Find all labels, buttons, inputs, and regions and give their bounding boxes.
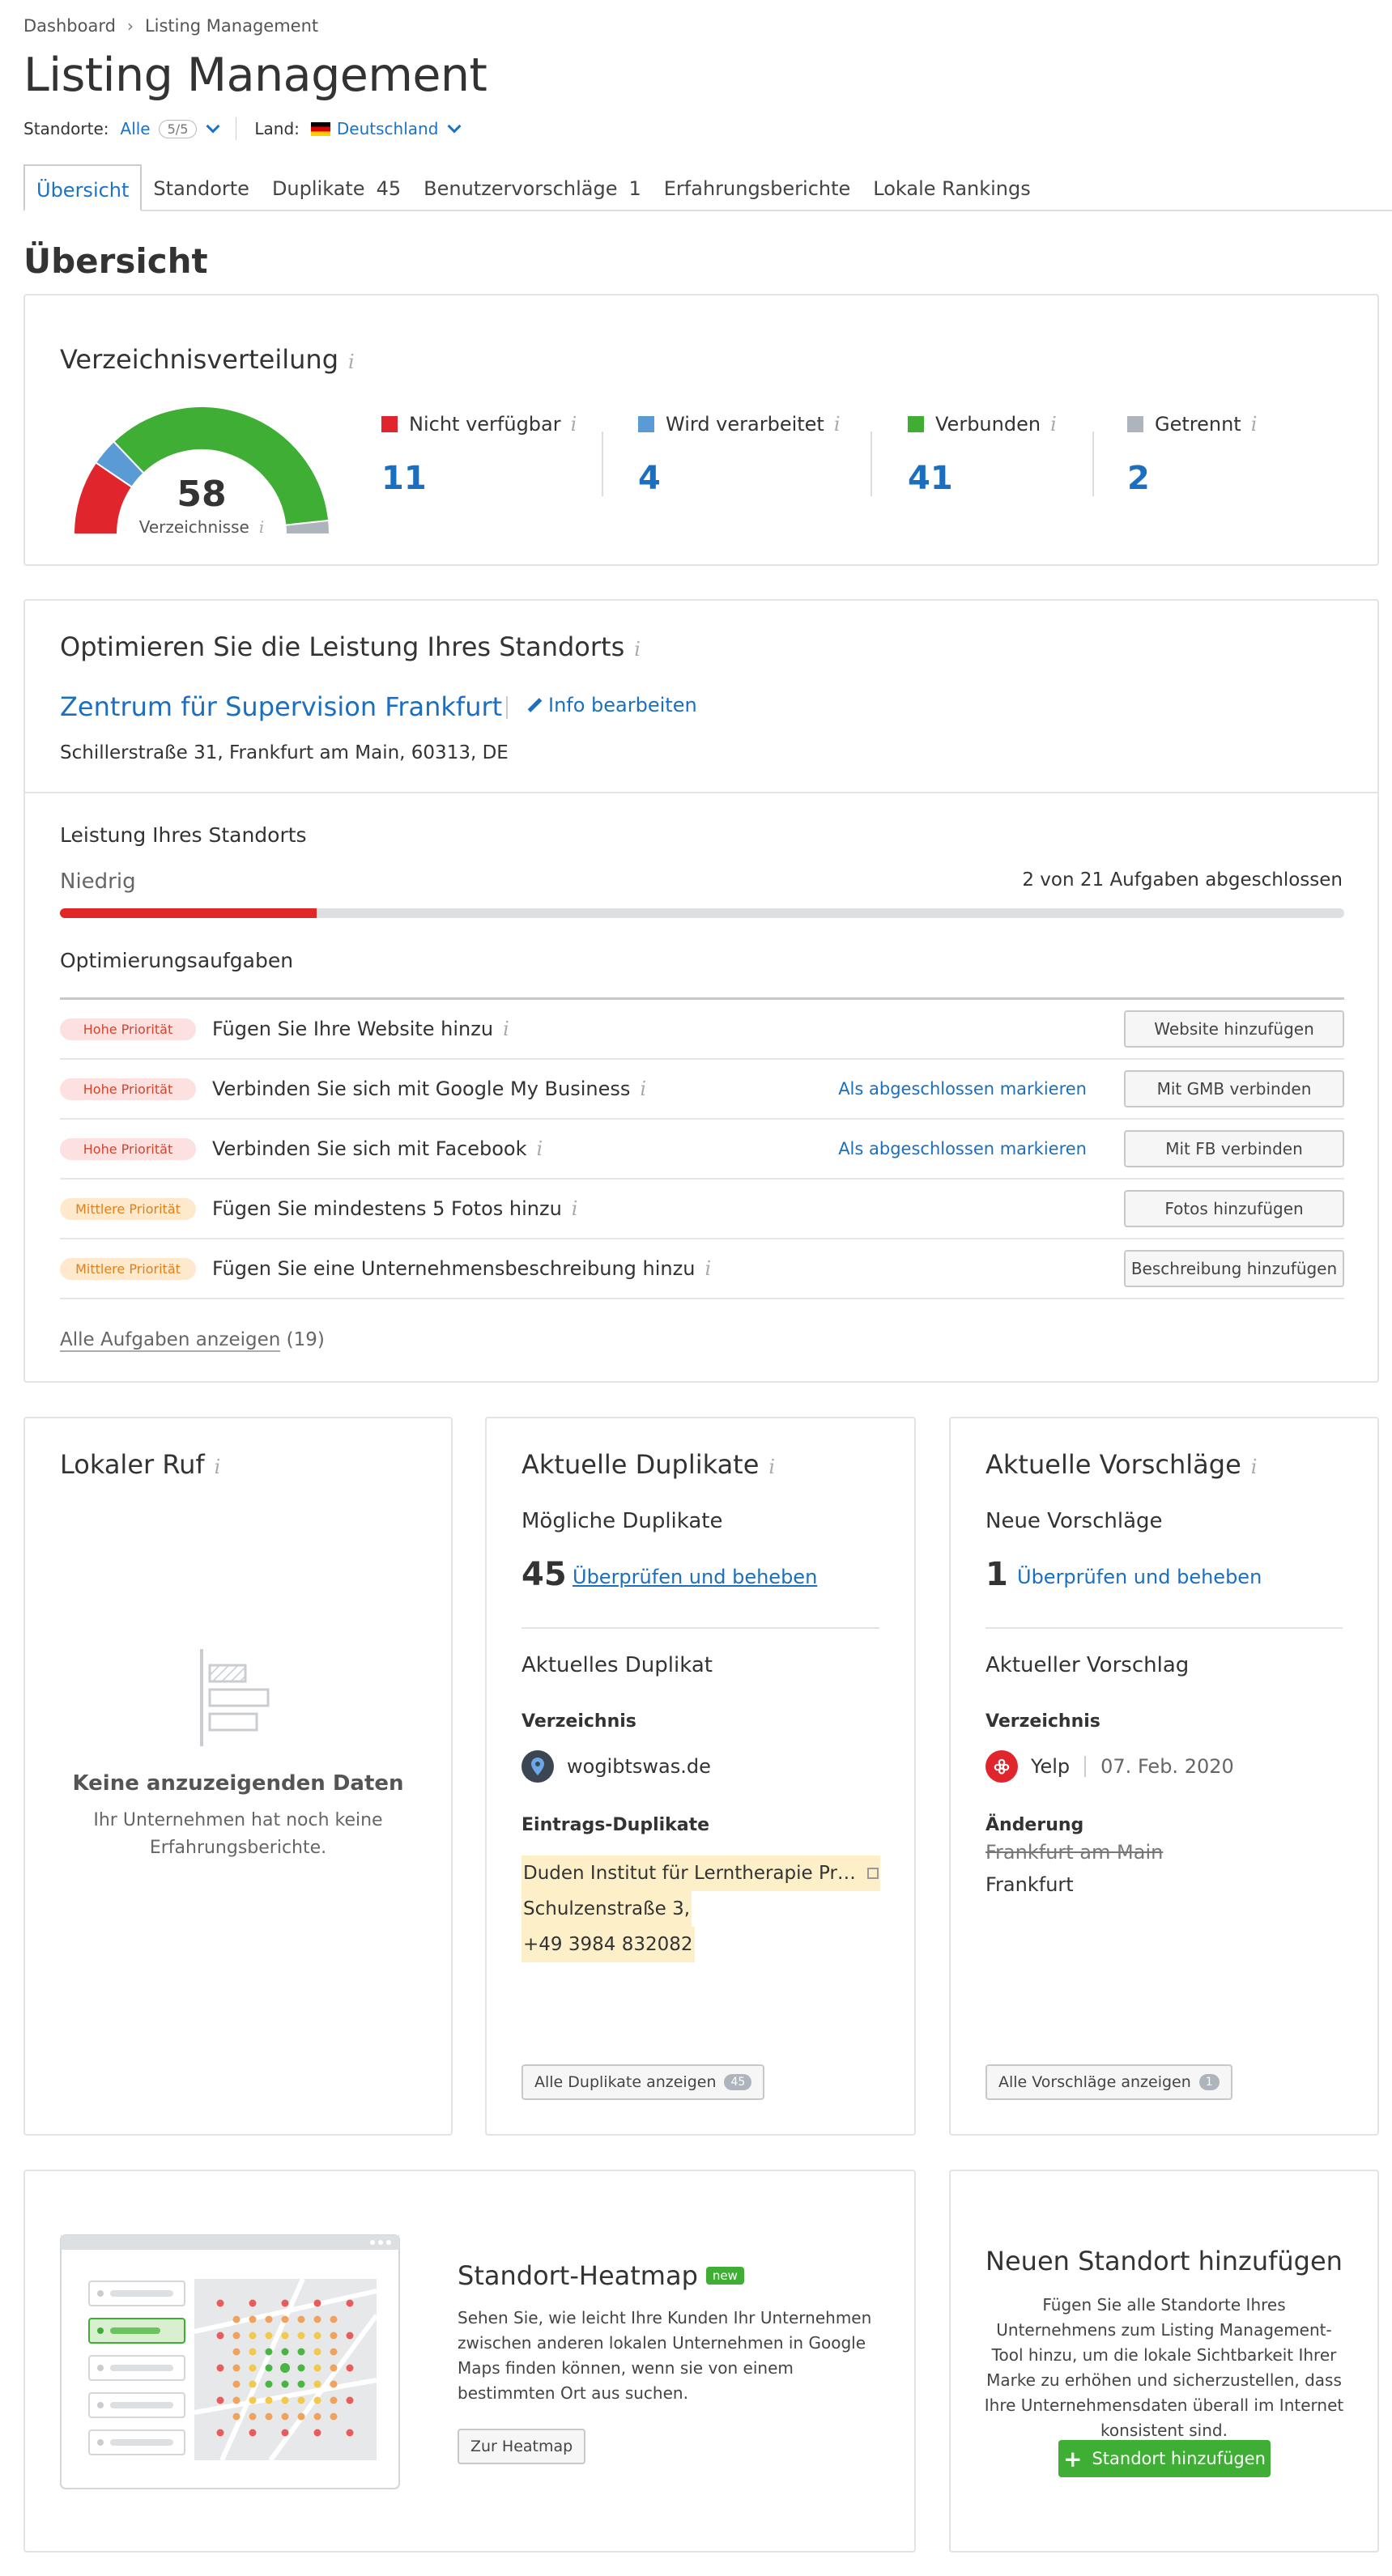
distribution-gauge bbox=[60, 393, 343, 538]
page-title: Listing Management bbox=[23, 49, 487, 102]
info-icon[interactable]: i bbox=[833, 413, 841, 436]
heatmap-dot bbox=[330, 2349, 338, 2356]
heatmap-dot bbox=[314, 2381, 321, 2388]
heatmap-title bbox=[458, 2260, 744, 2291]
show-all-tasks-label: Alle Aufgaben anzeigen bbox=[60, 1329, 281, 1350]
heatmap-dot bbox=[282, 2397, 289, 2404]
locations-count-badge: 5/5 bbox=[159, 120, 198, 138]
priority-badge: Mittlere Priorität bbox=[60, 1258, 196, 1280]
map-pin-icon bbox=[521, 1750, 554, 1783]
heatmap-dot bbox=[217, 2300, 224, 2307]
processing-color-swatch bbox=[638, 416, 654, 432]
heatmap-dot bbox=[314, 2397, 321, 2404]
stat-disconnected bbox=[1127, 413, 1257, 498]
heatmap-dot bbox=[249, 2332, 257, 2340]
card-title bbox=[521, 1449, 775, 1480]
stat-divider bbox=[871, 431, 872, 496]
edit-info-label: Info bearbeiten bbox=[548, 694, 697, 716]
divider bbox=[985, 1627, 1343, 1629]
heatmap-dot bbox=[347, 2300, 354, 2307]
heatmap-dot bbox=[249, 2429, 257, 2437]
heatmap-dot bbox=[233, 2397, 241, 2404]
show-all-tasks-count: (19) bbox=[286, 1329, 325, 1350]
tab-label: Lokale Rankings bbox=[873, 177, 1031, 200]
card-title-text: Aktuelle Vorschläge bbox=[985, 1449, 1241, 1480]
tab-local-rankings[interactable] bbox=[862, 164, 1041, 211]
info-icon[interactable]: i bbox=[214, 1456, 221, 1478]
pencil-icon bbox=[527, 698, 542, 712]
add-location-description: Fügen Sie alle Standorte Ihres Unternehmens zum Listing Management-Tool hinzu, um die lokale Sichtbarkeit Ihrer Marke zu erhöhen und sicherzustellen, dass Ihre Unternehmensdaten überall im Internet konsistent sind. bbox=[984, 2295, 1344, 2440]
mark-complete-link[interactable]: Als abgeschlossen markieren bbox=[838, 1079, 1087, 1099]
stat-value[interactable]: 4 bbox=[638, 460, 661, 497]
heatmap-title-text: Standort-Heatmap bbox=[458, 2260, 698, 2291]
stat-divider bbox=[602, 431, 603, 496]
illustration-list-bar bbox=[110, 2327, 160, 2334]
task-text-label: Fügen Sie mindestens 5 Fotos hinzu bbox=[212, 1197, 562, 1220]
filters-bar bbox=[23, 117, 459, 140]
heatmap-dot bbox=[233, 2349, 241, 2356]
add-location-card bbox=[949, 2170, 1379, 2553]
tab-label: Übersicht bbox=[36, 179, 130, 202]
heatmap-dot bbox=[298, 2413, 305, 2421]
connected-color-swatch bbox=[908, 416, 924, 432]
info-icon[interactable]: i bbox=[705, 1257, 712, 1280]
count-badge: 45 bbox=[724, 2074, 751, 2090]
heatmap-dot bbox=[314, 2365, 321, 2372]
section-title: Übersicht bbox=[23, 241, 208, 281]
tasks-title: Optimierungsaufgaben bbox=[60, 949, 294, 972]
gauge-label bbox=[60, 517, 343, 537]
locations-label: Standorte: bbox=[23, 119, 109, 138]
old-value: Frankfurt am Main bbox=[985, 1841, 1164, 1864]
performance-level: Niedrig bbox=[60, 869, 136, 894]
priority-badge: Hohe Priorität bbox=[60, 1078, 196, 1100]
stat-divider bbox=[1092, 431, 1094, 496]
task-row bbox=[60, 1120, 1344, 1180]
heatmap-dot bbox=[298, 2349, 305, 2356]
directory-label: Verzeichnis bbox=[521, 1711, 636, 1732]
chevron-right-icon: › bbox=[126, 16, 134, 36]
edit-info-link[interactable] bbox=[527, 694, 697, 716]
heatmap-dot bbox=[314, 2349, 321, 2356]
review-duplicates-link[interactable]: Überprüfen und beheben bbox=[573, 1566, 818, 1588]
add-description-button[interactable]: Beschreibung hinzufügen bbox=[1124, 1250, 1344, 1287]
disconnected-color-swatch bbox=[1127, 416, 1143, 432]
heatmap-dot bbox=[249, 2316, 257, 2323]
card-title bbox=[985, 1449, 1257, 1480]
new-suggestions-label: Neue Vorschläge bbox=[985, 1509, 1163, 1533]
heatmap-dot bbox=[330, 2316, 338, 2323]
heatmap-dot bbox=[249, 2397, 257, 2404]
chevron-down-icon[interactable] bbox=[206, 120, 220, 134]
heatmap-dot bbox=[330, 2397, 338, 2404]
tab-overview[interactable] bbox=[23, 164, 142, 211]
heatmap-dot bbox=[266, 2365, 273, 2372]
directory-name: wogibtswas.de bbox=[567, 1755, 711, 1778]
add-location-button[interactable] bbox=[1058, 2440, 1271, 2477]
divider bbox=[506, 696, 508, 719]
go-to-heatmap-button[interactable]: Zur Heatmap bbox=[458, 2429, 585, 2464]
heatmap-dot bbox=[330, 2413, 338, 2421]
current-suggestions-card bbox=[949, 1417, 1379, 2136]
task-text bbox=[212, 1137, 543, 1160]
divider bbox=[521, 1627, 879, 1629]
suggestion-date: 07. Feb. 2020 bbox=[1100, 1755, 1234, 1778]
task-list bbox=[60, 997, 1344, 1299]
empty-chart-icon bbox=[198, 1649, 271, 1746]
heatmap-dot bbox=[298, 2316, 305, 2323]
heatmap-dot bbox=[314, 2300, 321, 2307]
heatmap-dot bbox=[330, 2381, 338, 2388]
heatmap-dot bbox=[314, 2316, 321, 2323]
business-name-link[interactable]: Zentrum für Supervision Frankfurt bbox=[60, 691, 503, 722]
heatmap-dot bbox=[347, 2429, 354, 2437]
current-duplicates-card bbox=[485, 1417, 916, 2136]
directory-distribution-card bbox=[23, 294, 1379, 566]
heatmap-dot bbox=[347, 2397, 354, 2404]
tab-label: Standorte bbox=[153, 177, 249, 200]
duplicate-entry-name[interactable] bbox=[521, 1855, 880, 1891]
tab-label: Duplikate bbox=[271, 177, 365, 200]
heatmap-dot bbox=[282, 2332, 289, 2340]
tasks-completed-count: 2 von 21 Aufgaben abgeschlossen bbox=[1022, 869, 1343, 891]
possible-duplicates-label: Mögliche Duplikate bbox=[521, 1509, 723, 1533]
stat-label: Verbunden bbox=[935, 413, 1041, 436]
breadcrumb-home[interactable]: Dashboard bbox=[23, 16, 116, 36]
heatmap-dot bbox=[347, 2365, 354, 2372]
heatmap-dot bbox=[233, 2381, 241, 2388]
info-icon[interactable]: i bbox=[1250, 1456, 1258, 1478]
heatmap-dot bbox=[282, 2381, 289, 2388]
heatmap-dot bbox=[233, 2316, 241, 2323]
heatmap-dot bbox=[266, 2413, 273, 2421]
business-address: Schillerstraße 31, Frankfurt am Main, 60313, DE bbox=[60, 742, 509, 763]
info-icon[interactable]: i bbox=[1250, 413, 1258, 436]
duplicate-entry bbox=[521, 1855, 880, 1962]
stat-value[interactable]: 2 bbox=[1127, 460, 1150, 497]
chevron-down-icon[interactable] bbox=[448, 120, 462, 134]
entry-duplicates-label: Eintrags-Duplikate bbox=[521, 1815, 710, 1835]
yelp-icon bbox=[985, 1750, 1018, 1783]
performance-progress-bar bbox=[60, 908, 1344, 918]
stat-label: Getrennt bbox=[1155, 413, 1241, 436]
heatmap-dot bbox=[282, 2349, 289, 2356]
tab-label: Benutzervorschläge bbox=[424, 177, 618, 200]
tab-label: Erfahrungsberichte bbox=[663, 177, 851, 200]
info-icon[interactable]: i bbox=[634, 638, 641, 661]
directory-row bbox=[985, 1750, 1234, 1783]
stat-value[interactable]: 11 bbox=[381, 460, 427, 497]
heatmap-illustration bbox=[60, 2234, 400, 2489]
heatmap-dot bbox=[266, 2381, 273, 2388]
heatmap-dot bbox=[314, 2429, 321, 2437]
progress-fill bbox=[60, 908, 317, 918]
connect-gmb-button[interactable]: Mit GMB verbinden bbox=[1124, 1070, 1344, 1107]
heatmap-description: Sehen Sie, wie leicht Ihre Kunden Ihr Unternehmen zwischen anderen lokalen Unternehmen in Google Maps finden können, wenn sie von einem bestimmten Ort aus suchen. bbox=[458, 2308, 872, 2403]
heatmap-dot bbox=[249, 2365, 257, 2372]
heatmap-dot bbox=[266, 2316, 273, 2323]
tab-duplicates[interactable] bbox=[261, 164, 412, 211]
directory-row bbox=[521, 1750, 711, 1783]
heatmap-dot bbox=[266, 2397, 273, 2404]
card-title-text: Optimieren Sie die Leistung Ihres Standorts bbox=[60, 631, 625, 662]
mark-complete-link[interactable]: Als abgeschlossen markieren bbox=[838, 1139, 1087, 1158]
locations-dropdown[interactable]: Alle bbox=[120, 119, 151, 138]
current-suggestion-title: Aktueller Vorschlag bbox=[985, 1653, 1190, 1677]
card-title bbox=[60, 631, 641, 662]
tab-reviews[interactable] bbox=[653, 164, 862, 211]
performance-title: Leistung Ihres Standorts bbox=[60, 823, 307, 847]
heatmap-dot bbox=[266, 2332, 273, 2340]
heatmap-dot bbox=[217, 2429, 224, 2437]
illustration-list-bar bbox=[110, 2365, 173, 2371]
heatmap-dot bbox=[314, 2413, 321, 2421]
tab-locations[interactable] bbox=[142, 164, 261, 211]
heatmap-dot bbox=[217, 2397, 224, 2404]
card-title bbox=[60, 1449, 220, 1480]
heatmap-dot bbox=[314, 2332, 321, 2340]
external-link-icon[interactable] bbox=[867, 1868, 879, 1879]
heatmap-dot bbox=[233, 2413, 241, 2421]
show-all-suggestions-button[interactable] bbox=[985, 2064, 1232, 2100]
heatmap-dot bbox=[330, 2332, 338, 2340]
illustration-list-dot bbox=[97, 2327, 104, 2334]
illustration-list-dot bbox=[97, 2402, 104, 2408]
task-text-label: Fügen Sie Ihre Website hinzu bbox=[212, 1018, 494, 1040]
heatmap-dot bbox=[330, 2365, 338, 2372]
country-label: Land: bbox=[254, 119, 300, 138]
task-text-label: Fügen Sie eine Unternehmensbeschreibung hinzu bbox=[212, 1257, 696, 1280]
info-icon[interactable]: i bbox=[1050, 413, 1057, 436]
directory-name: Yelp bbox=[1031, 1755, 1071, 1778]
illustration-list-dot bbox=[97, 2290, 104, 2297]
heatmap-dot bbox=[298, 2397, 305, 2404]
priority-badge: Hohe Priorität bbox=[60, 1138, 196, 1160]
card-title-text: Lokaler Ruf bbox=[60, 1449, 205, 1480]
heatmap-dot bbox=[298, 2381, 305, 2388]
button-label: Standort hinzufügen bbox=[1092, 2449, 1266, 2468]
location-heatmap-card bbox=[23, 2170, 916, 2553]
task-text bbox=[212, 1197, 577, 1220]
heatmap-dot bbox=[298, 2332, 305, 2340]
heatmap-dot bbox=[298, 2365, 305, 2372]
heatmap-dot bbox=[249, 2413, 257, 2421]
card-title bbox=[60, 344, 355, 375]
illustration-list-bar bbox=[110, 2402, 173, 2408]
illustration-list-bar bbox=[110, 2439, 173, 2446]
local-reputation-card bbox=[23, 1417, 453, 2136]
count-badge: 1 bbox=[1199, 2074, 1220, 2090]
gauge-total: 58 bbox=[177, 474, 227, 515]
add-website-button[interactable]: Website hinzufügen bbox=[1124, 1010, 1344, 1048]
show-all-tasks-link[interactable] bbox=[60, 1329, 325, 1350]
optimize-location-card bbox=[23, 599, 1379, 1383]
heatmap-dot bbox=[249, 2349, 257, 2356]
task-text bbox=[212, 1257, 711, 1280]
connect-fb-button[interactable]: Mit FB verbinden bbox=[1124, 1130, 1344, 1167]
germany-flag-icon bbox=[311, 122, 330, 136]
tab-count: 45 bbox=[376, 177, 402, 200]
illustration-list-bar bbox=[110, 2290, 173, 2297]
info-icon[interactable]: i bbox=[348, 351, 355, 373]
heatmap-dot bbox=[282, 2316, 289, 2323]
button-label: Alle Duplikate anzeigen bbox=[534, 2073, 717, 2091]
task-text-label: Verbinden Sie sich mit Google My Business bbox=[212, 1078, 631, 1100]
info-icon[interactable]: i bbox=[768, 1456, 776, 1478]
card-title-text: Aktuelle Duplikate bbox=[521, 1449, 760, 1480]
new-value: Frankfurt bbox=[985, 1873, 1074, 1896]
unavailable-color-swatch bbox=[381, 416, 398, 432]
tab-count: 1 bbox=[628, 177, 641, 200]
info-icon[interactable]: i bbox=[503, 1018, 509, 1040]
gauge-chart bbox=[60, 393, 343, 538]
info-icon[interactable]: i bbox=[640, 1078, 647, 1100]
heatmap-dot bbox=[233, 2365, 241, 2372]
task-text bbox=[212, 1018, 509, 1040]
tab-bar bbox=[23, 164, 1392, 211]
heatmap-dot bbox=[282, 2300, 289, 2307]
card-title-text: Verzeichnisverteilung bbox=[60, 344, 339, 375]
illustration-list-dot bbox=[97, 2439, 104, 2446]
show-all-duplicates-button[interactable] bbox=[521, 2064, 764, 2100]
current-duplicate-title: Aktuelles Duplikat bbox=[521, 1653, 713, 1677]
heatmap-dot bbox=[249, 2300, 257, 2307]
tab-user-suggestions[interactable] bbox=[412, 164, 653, 211]
heatmap-dot bbox=[217, 2332, 224, 2340]
stat-connected bbox=[908, 413, 1057, 498]
breadcrumb-current: Listing Management bbox=[144, 16, 319, 36]
heatmap-dot bbox=[217, 2365, 224, 2372]
stat-unavailable bbox=[381, 413, 577, 498]
empty-state-text: Ihr Unternehmen hat noch keine Erfahrungsberichte. bbox=[93, 1810, 383, 1858]
divider bbox=[1084, 1756, 1086, 1777]
button-label: Alle Vorschläge anzeigen bbox=[998, 2073, 1191, 2091]
stat-label: Nicht verfügbar bbox=[409, 413, 561, 436]
task-text-label: Verbinden Sie sich mit Facebook bbox=[212, 1137, 527, 1160]
review-suggestions-link[interactable]: Überprüfen und beheben bbox=[1017, 1566, 1262, 1588]
heatmap-dot bbox=[266, 2349, 273, 2356]
duplicates-count: 45 bbox=[521, 1556, 567, 1593]
duplicate-entry-name-text: Duden Institut für Lerntherapie Pr… bbox=[523, 1863, 856, 1884]
task-row bbox=[60, 1239, 1344, 1299]
info-icon[interactable]: i bbox=[258, 517, 265, 537]
info-icon[interactable]: i bbox=[536, 1137, 543, 1160]
info-icon[interactable]: i bbox=[571, 1197, 578, 1220]
task-text bbox=[212, 1078, 646, 1100]
suggestions-count: 1 bbox=[985, 1556, 1008, 1593]
country-dropdown[interactable]: Deutschland bbox=[336, 119, 439, 138]
duplicate-entry-address: Schulzenstraße 3, bbox=[521, 1891, 692, 1927]
stat-label: Wird verarbeitet bbox=[666, 413, 824, 436]
priority-badge: Hohe Priorität bbox=[60, 1018, 196, 1040]
illustration-list-dot bbox=[97, 2365, 104, 2371]
heatmap-dot bbox=[282, 2429, 289, 2437]
gauge-label-text: Verzeichnisse bbox=[138, 517, 249, 537]
change-label: Änderung bbox=[985, 1815, 1084, 1835]
duplicate-entry-phone: +49 3984 832082 bbox=[521, 1927, 695, 1962]
heatmap-dot bbox=[282, 2413, 289, 2421]
add-photos-button[interactable]: Fotos hinzufügen bbox=[1124, 1190, 1344, 1227]
info-icon[interactable]: i bbox=[570, 413, 577, 436]
task-row bbox=[60, 1000, 1344, 1060]
heatmap-dot bbox=[280, 2363, 290, 2373]
add-location-title: Neuen Standort hinzufügen bbox=[985, 2246, 1343, 2276]
stat-processing bbox=[638, 413, 841, 498]
task-row bbox=[60, 1060, 1344, 1120]
heatmap-dot bbox=[233, 2332, 241, 2340]
breadcrumb bbox=[23, 16, 318, 36]
stat-value[interactable]: 41 bbox=[908, 460, 953, 497]
empty-state-title: Keine anzuzeigenden Daten bbox=[72, 1771, 404, 1796]
priority-badge: Mittlere Priorität bbox=[60, 1198, 196, 1220]
plus-icon: + bbox=[1063, 2445, 1083, 2472]
task-row bbox=[60, 1180, 1344, 1239]
heatmap-dot bbox=[249, 2381, 257, 2388]
divider bbox=[25, 792, 1377, 793]
new-badge: new bbox=[706, 2267, 744, 2285]
heatmap-dot bbox=[347, 2332, 354, 2340]
directory-label: Verzeichnis bbox=[985, 1711, 1100, 1732]
